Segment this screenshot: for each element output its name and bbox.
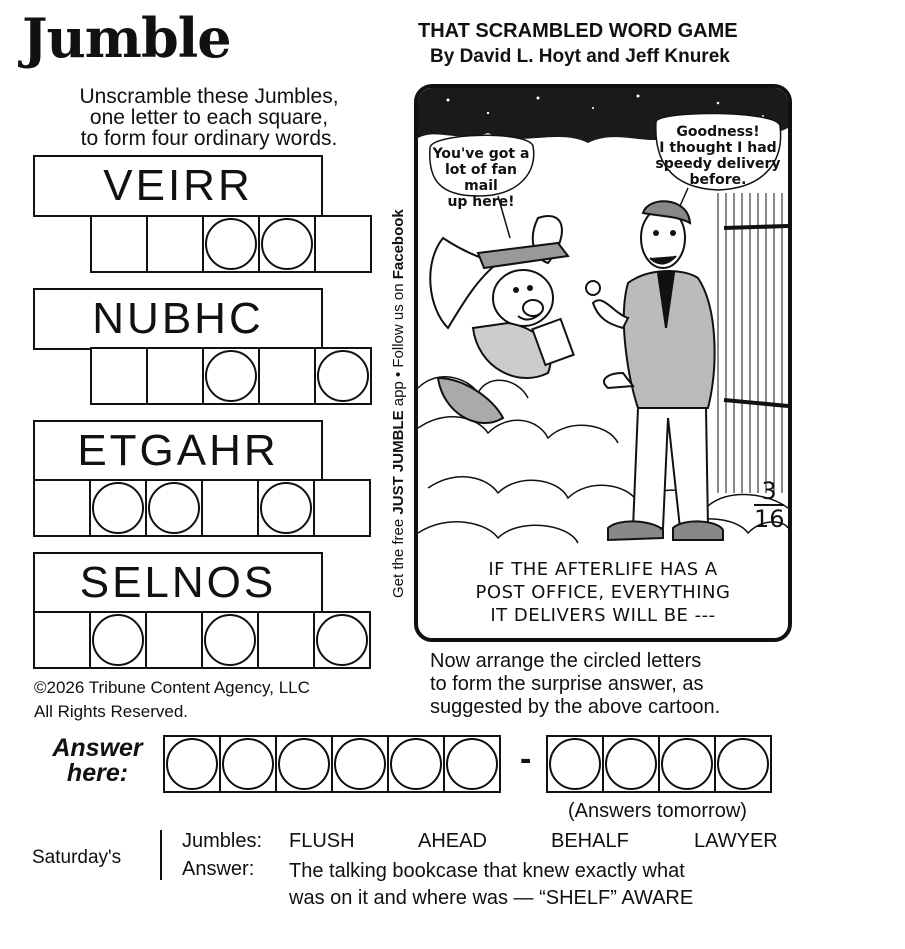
instruction-line: to form four ordinary words. <box>80 127 338 150</box>
answer-squares-1 <box>92 215 372 273</box>
cartoon-panel <box>414 84 792 642</box>
instructions <box>58 86 360 149</box>
app-name: JUST JUMBLE <box>390 410 407 515</box>
circled-letter-square[interactable] <box>313 611 371 669</box>
answers-tomorrow: (Answers tomorrow) <box>568 800 747 822</box>
answer-letter-square[interactable] <box>546 735 604 793</box>
letter-square[interactable] <box>145 611 203 669</box>
letter-square[interactable] <box>258 347 316 405</box>
circled-letter-square[interactable] <box>258 215 316 273</box>
tagline: THAT SCRAMBLED WORD GAME <box>418 20 738 42</box>
copyright <box>34 676 310 724</box>
letter-square[interactable] <box>313 479 371 537</box>
previous-jumble-word: LAWYER <box>694 830 778 852</box>
answer-text-label: Answer: <box>182 858 255 880</box>
answer-letter-square[interactable] <box>443 735 501 793</box>
letter-square[interactable] <box>146 347 204 405</box>
jumble-logo: Jumble <box>22 6 231 70</box>
answer-squares-2 <box>92 347 372 405</box>
answer-label-line: Answer <box>52 734 143 762</box>
caption-line: POST OFFICE, EVERYTHING <box>475 582 731 603</box>
copyright-line: ©2026 Tribune Content Agency, LLC <box>34 678 310 697</box>
answer-letter-square[interactable] <box>163 735 221 793</box>
previous-jumble-word: AHEAD <box>418 830 487 852</box>
letter-square[interactable] <box>146 215 204 273</box>
speech-bubble-angel <box>426 146 536 210</box>
scrambled-word-4: SELNOS <box>33 552 323 614</box>
arrange-line: suggested by the above cartoon. <box>430 696 721 718</box>
answer-letter-square[interactable] <box>602 735 660 793</box>
cartoon-caption <box>418 558 788 627</box>
facebook-name: Facebook <box>390 209 407 280</box>
letter-square[interactable] <box>90 347 148 405</box>
date-month: 3 <box>754 478 784 506</box>
circled-letter-square[interactable] <box>89 611 147 669</box>
divider <box>160 830 162 880</box>
answer-letter-square[interactable] <box>331 735 389 793</box>
promo-text: app • Follow us on <box>390 279 407 411</box>
date-day: 16 <box>754 505 785 533</box>
bubble-line: up here! <box>447 194 515 210</box>
answer-letter-square[interactable] <box>387 735 445 793</box>
answer-label <box>40 736 155 786</box>
previous-answer-line: was on it and where was — “SHELF” AWARE <box>289 887 694 909</box>
circled-letter-square[interactable] <box>257 479 315 537</box>
answer-letter-square[interactable] <box>219 735 277 793</box>
answer-word-2 <box>548 735 772 793</box>
letter-square[interactable] <box>33 611 91 669</box>
letter-square[interactable] <box>33 479 91 537</box>
arrange-line: to form the surprise answer, as <box>430 673 704 695</box>
letter-square[interactable] <box>201 479 259 537</box>
caption-line: IF THE AFTERLIFE HAS A <box>488 559 718 580</box>
cartoon-date <box>754 478 784 532</box>
letter-square[interactable] <box>257 611 315 669</box>
instruction-line: Unscramble these Jumbles, <box>79 85 339 108</box>
circled-letter-square[interactable] <box>145 479 203 537</box>
previous-jumble-word: FLUSH <box>289 830 355 852</box>
caption-line: IT DELIVERS WILL BE --- <box>490 605 716 626</box>
previous-answer-line: The talking bookcase that knew exactly what <box>289 860 685 882</box>
scrambled-word-3: ETGAHR <box>33 420 323 482</box>
bubble-line: Goodness! <box>676 124 760 140</box>
bubble-line: lot of fan mail <box>444 162 518 194</box>
answer-letter-square[interactable] <box>275 735 333 793</box>
bubble-line: I thought I had <box>659 140 777 156</box>
circled-letter-square[interactable] <box>89 479 147 537</box>
answer-letter-square[interactable] <box>714 735 772 793</box>
scrambled-word-1: VEIRR <box>33 155 323 217</box>
bubble-line: before. <box>689 172 747 188</box>
answer-word-1 <box>165 735 501 793</box>
bubble-line: speedy delivery <box>655 156 781 172</box>
byline: By David L. Hoyt and Jeff Knurek <box>430 46 730 67</box>
letter-square[interactable] <box>90 215 148 273</box>
arrange-instructions <box>430 650 720 719</box>
instruction-line: one letter to each square, <box>89 106 329 129</box>
answer-squares-3 <box>35 479 371 537</box>
previous-jumble-word: BEHALF <box>551 830 629 852</box>
copyright-line: All Rights Reserved. <box>34 702 189 721</box>
app-promo-vertical <box>390 128 407 598</box>
previous-day-label: Saturday's <box>32 847 122 868</box>
circled-letter-square[interactable] <box>314 347 372 405</box>
arrange-line: Now arrange the circled letters <box>430 650 702 672</box>
answer-dash: - <box>520 740 532 778</box>
speech-bubble-man <box>654 124 782 188</box>
answer-label-line: here: <box>66 759 129 787</box>
scrambled-word-2: NUBHC <box>33 288 323 350</box>
promo-text: Get the free <box>390 514 407 598</box>
jumbles-label: Jumbles: <box>182 830 263 852</box>
letter-square[interactable] <box>314 215 372 273</box>
circled-letter-square[interactable] <box>202 347 260 405</box>
circled-letter-square[interactable] <box>202 215 260 273</box>
answer-squares-4 <box>35 611 371 669</box>
bubble-line: You've got a <box>432 146 530 162</box>
answer-letter-square[interactable] <box>658 735 716 793</box>
circled-letter-square[interactable] <box>201 611 259 669</box>
previous-answer <box>289 858 789 912</box>
